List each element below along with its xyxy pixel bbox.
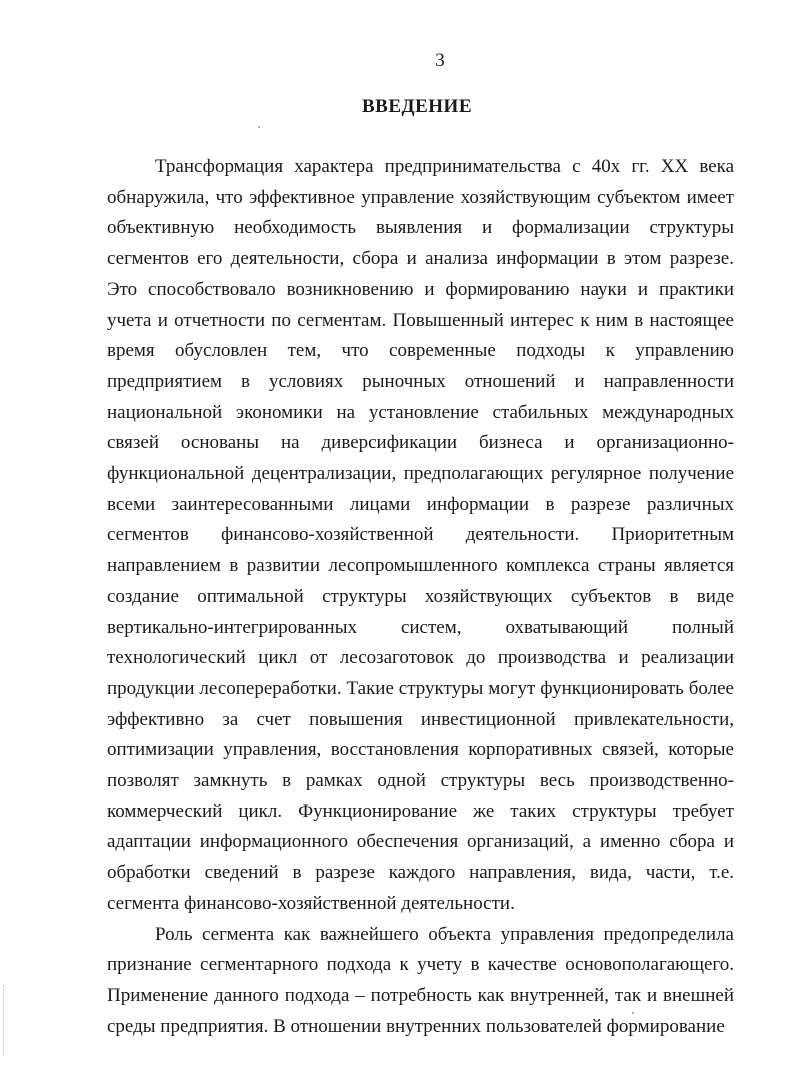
paragraph: Роль сегмента как важнейшего объекта управления предопределила признание сегментарного подхода к учету в качестве основополагающего. Применение данного подхода – потребность как внутренней, так и внешней среды предприятия. В отношении внутренних пользователей формирование xyxy=(107,923,734,1037)
scan-speck xyxy=(258,126,260,128)
paragraph: Трансформация характера предпринимательства с 40х гг. XX века обнаружила, что эффективное управление хозяйствующим субъектом имеет объективную необходимость выявления и формализации структуры сегментов его деятельности, сбора и анализа информации в этом разрезе. Это способствовало возникновению и формированию науки и практики учета и отчетности по сегментам. Повышенный интерес к ним в настоящее время обусловлен тем, что современные подходы к управлению предприятием в условиях рыночных отношений и направленности национальной экономики на установление стабильных международных связей основаны на диверсификации бизнеса и организационно-функциональной децентрализации, предполагающих регулярное получение всеми заинтересованными лицами информации в разрезе различных сегментов финансово-хозяйственной деятельности. Приоритетным направлением в развитии лесопромышленного комплекса страны является создание оптимальной структуры хозяйствующих субъектов в виде вертикально-интегрированных систем, охватывающий полный технологический цикл от лесозаготовок до производства и реализации продукции лесопереработки. Такие структуры могут функционировать более эффективно за счет повышения инвестиционной привлекательности, оптимизации управления, восстановления корпоративных связей, которые позволят замкнуть в рамках одной структуры весь производственно-коммерческий цикл. Функционирование же таких структуры требует адаптации информационного обеспечения организаций, а именно сбора и обработки сведений в разрезе каждого направления, вида, части, т.е. сегмента финансово-хозяйственной деятельности. xyxy=(107,156,734,914)
body-text xyxy=(107,152,734,1042)
scan-artifact xyxy=(3,985,10,1055)
scan-speck xyxy=(632,1012,634,1014)
section-heading: ВВЕДЕНИЕ xyxy=(362,96,472,117)
page-number: 3 xyxy=(435,50,445,71)
